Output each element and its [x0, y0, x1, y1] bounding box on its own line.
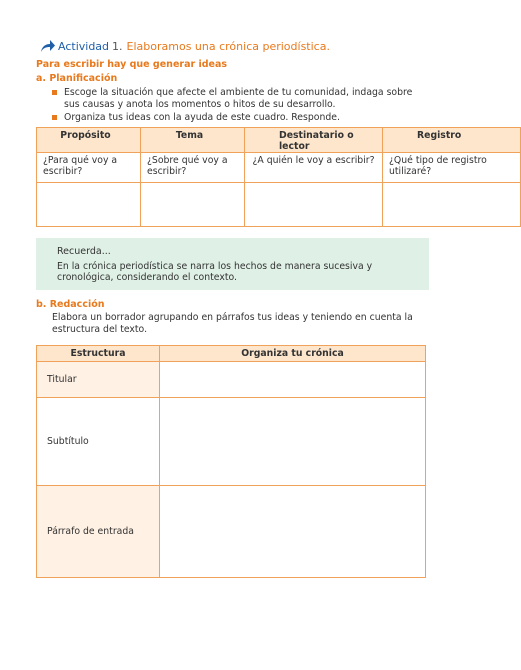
question-text: ¿Sobre qué voy a escribir?: [147, 155, 228, 177]
structure-table: [36, 345, 426, 578]
write-cell[interactable]: [160, 398, 426, 486]
question-cell: [37, 153, 141, 183]
header-destinatario: Destinatario o lector: [245, 128, 383, 153]
header-registro: Registro: [383, 128, 521, 153]
question-cell: [245, 153, 383, 183]
bullet-item: Escoge la situación que afecte el ambiente de tu comunidad, indaga sobre sus causas y anota los momentos o hitos de su desarrollo.: [52, 87, 422, 110]
section-title: Para escribir hay que generar ideas: [36, 59, 228, 70]
answer-cell[interactable]: [383, 183, 521, 227]
planificacion-heading: a. Planificación: [36, 73, 118, 84]
row-label-parrafo: Párrafo de entrada: [37, 486, 160, 578]
recuerda-text: En la crónica periodística se narra los hechos de manera sucesiva y cronológica, considerando el contexto.: [57, 261, 373, 283]
redaccion-heading: b. Redacción: [36, 299, 105, 310]
activity-label: Actividad: [58, 39, 110, 53]
question-text: ¿Para qué voy a escribir?: [43, 155, 118, 177]
answer-cell[interactable]: [245, 183, 383, 227]
activity-dot: .: [119, 39, 123, 53]
question-text: ¿Qué tipo de registro utilizaré?: [389, 155, 487, 177]
row-label-subtitulo: Subtítulo: [37, 398, 160, 486]
recuerda-title: Recuerda...: [57, 246, 111, 257]
write-cell[interactable]: [160, 362, 426, 398]
planificacion-list: [52, 87, 422, 126]
header-organiza: Organiza tu crónica: [160, 346, 426, 362]
write-cell[interactable]: [160, 486, 426, 578]
question-cell: [383, 153, 521, 183]
question-text: ¿A quién le voy a escribir?: [252, 155, 375, 166]
redaccion-text: Elabora un borrador agrupando en párrafos tus ideas y teniendo en cuenta la estructura del texto.: [52, 312, 413, 335]
planning-table: [36, 127, 521, 227]
header-estructura: Estructura: [37, 346, 160, 362]
answer-cell[interactable]: [37, 183, 141, 227]
activity-text: Elaboramos una crónica periodística.: [126, 39, 330, 53]
row-label-titular: Titular: [37, 362, 160, 398]
activity-number: 1: [112, 39, 120, 53]
header-proposito: Propósito: [37, 128, 141, 153]
question-cell: [141, 153, 245, 183]
answer-cell[interactable]: [141, 183, 245, 227]
recuerda-box: [36, 238, 429, 290]
header-tema: Tema: [141, 128, 245, 153]
share-arrow-icon: [40, 39, 56, 53]
activity-title: [40, 36, 330, 56]
bullet-item: Organiza tus ideas con la ayuda de este cuadro. Responde.: [52, 112, 422, 124]
